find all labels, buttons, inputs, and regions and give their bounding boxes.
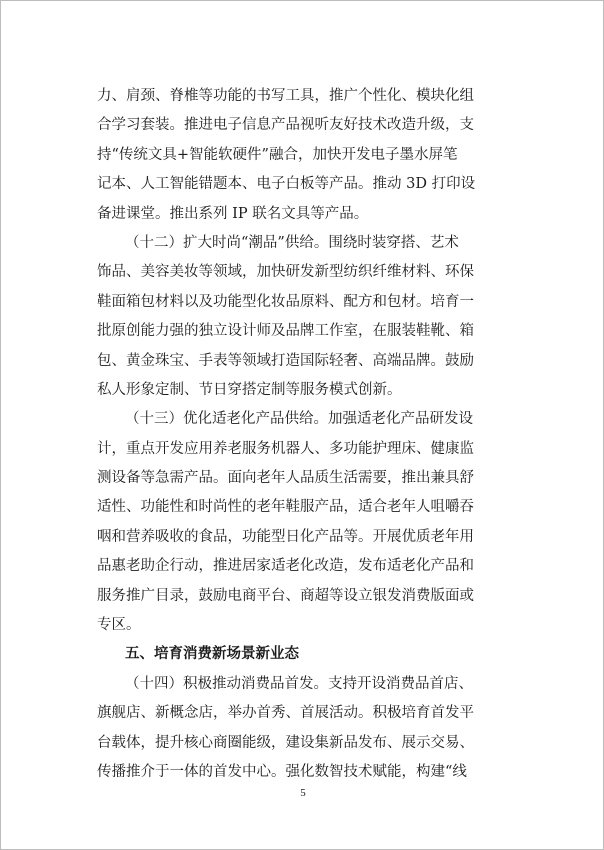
- text-line: 咽和营养吸收的食品，功能型日化产品等。开展优质老年用: [97, 528, 474, 545]
- text-line: 传播推介于一体的首发中心。强化数智技术赋能，构建“线: [97, 763, 467, 780]
- body-text: [97, 82, 511, 787]
- paragraph-13-start: （十三）优化适老化产品供给。加强适老化产品研发设: [125, 411, 473, 428]
- section-heading: 五、培育消费新场景新业态: [125, 646, 299, 663]
- text-line: 批原创能力强的独立设计师及品牌工作室，在服装鞋靴、箱: [97, 323, 474, 340]
- text-line: 备进课堂。推出系列 IP 联名文具等产品。: [97, 205, 369, 222]
- text-line: 服务推广目录，鼓励电商平台、商超等设立银发消费版面或: [97, 587, 474, 604]
- text-line: 专区。: [97, 617, 141, 634]
- paragraph-12-start: （十二）扩大时尚“潮品”供给。围绕时装穿搭、艺术: [125, 234, 459, 251]
- text-line: 包、黄金珠宝、手表等领域打造国际轻奢、高端品牌。鼓励: [97, 352, 474, 369]
- text-line: 适性、功能性和时尚性的老年鞋服产品，适合老年人咀嚼吞: [97, 499, 474, 516]
- text-line: 力、肩颈、脊椎等功能的书写工具，推广个性化、模块化组: [97, 88, 474, 104]
- text-line: 旗舰店、新概念店，举办首秀、首展活动。积极培育首发平: [97, 705, 474, 722]
- text-line: 持“传统文具+智能软硬件”融合，加快开发电子墨水屏笔: [97, 146, 458, 163]
- text-line: 私人形象定制、节日穿搭定制等服务模式创新。: [97, 381, 402, 398]
- text-line: 鞋面箱包材料以及功能型化妆品原料、配方和包材。培育一: [97, 293, 474, 310]
- text-line: 品惠老助企行动，推进居家适老化改造，发布适老化产品和: [97, 558, 474, 575]
- text-line: 记本、人工智能错题本、电子白板等产品。推动 3D 打印设: [97, 176, 476, 193]
- paragraph-14-start: （十四）积极推动消费品首发。支持开设消费品首店、: [125, 675, 473, 692]
- page-number: 5: [300, 787, 306, 799]
- text-line: 合学习套装。推进电子信息产品视听友好技术改造升级，支: [97, 117, 474, 134]
- text-line: 饰品、美容美妆等领域，加快研发新型纺织纤维材料、环保: [97, 264, 474, 281]
- text-line: 计，重点开发应用养老服务机器人、多功能护理床、健康监: [97, 440, 474, 457]
- text-line: 台载体，提升核心商圈能级，建设集新品发布、展示交易、: [97, 734, 474, 751]
- text-line: 测设备等急需产品。面向老年人品质生活需要，推出兼具舒: [97, 470, 474, 487]
